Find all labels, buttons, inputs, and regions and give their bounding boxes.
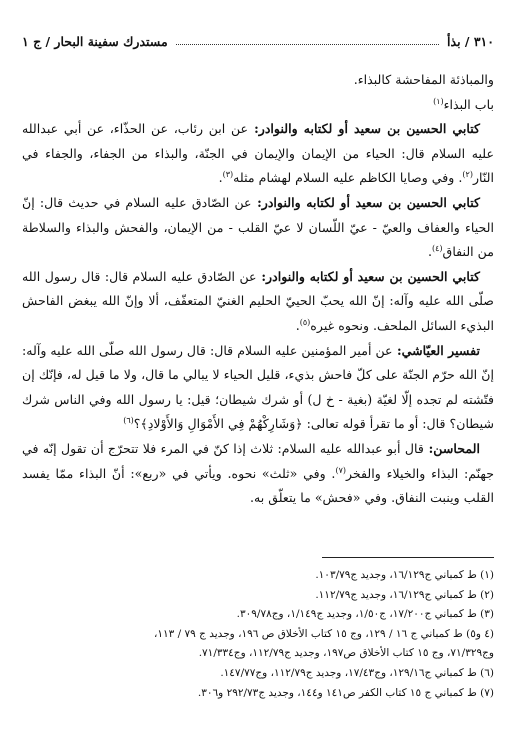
source-label: تفسير العيّاشي: bbox=[392, 342, 480, 358]
footnote-1: (١) ط كمباني ج١٦/١٢٩، وجديد ج١٠٣/٧٩. bbox=[315, 569, 494, 581]
paragraph-5 bbox=[22, 437, 494, 511]
source-label: كتابي الحسين بن سعيد أو لكتابه والنوادر: bbox=[248, 121, 480, 137]
book-title-label: مستدرك سفينة البحار / ج ١ bbox=[22, 33, 168, 49]
footnote-ref-3: (٣) bbox=[222, 170, 234, 180]
source-label: المحاسن: bbox=[423, 440, 480, 456]
paragraph-text: . bbox=[295, 317, 300, 333]
footnote-ref-6: (٦) bbox=[123, 416, 134, 426]
paragraph-text: . bbox=[427, 244, 432, 260]
paragraph-3 bbox=[22, 265, 494, 339]
paragraph-text: . وفي «ثلث» نحوه. ويأتي في «ربع»: أنّ البذاء ممّا يفسد القلب وينبت النفاق. وفي «فحش» ما يتعلّق به. bbox=[22, 465, 494, 506]
footnote-ref-5: (٥) bbox=[299, 317, 311, 327]
chapter-heading-text: باب البذاء bbox=[443, 96, 494, 112]
paragraph-1 bbox=[22, 117, 494, 191]
paragraph-text: . bbox=[218, 170, 223, 186]
header-dotted-leader bbox=[176, 44, 439, 45]
paragraph-2 bbox=[22, 191, 494, 265]
paragraph-text: عن الصّادق عليه السلام في حديث قال: إنّ الحياء والعفاف والعيّ - عيّ اللّسان لا عيّ القلب - من الإيمان، والفحش والبذاء والسلاطة من النفاق bbox=[22, 194, 494, 260]
source-label: كتابي الحسين بن سعيد أو لكتابه والنوادر: bbox=[251, 194, 480, 210]
footnote-ref-4: (٤) bbox=[432, 243, 443, 253]
footnote-6: (٦) ط كمباني ج١٢٩/١٦، وج١٧/٤٣، وجديد ج١١٢/٧٩، وج١٤٧/٧٧. bbox=[220, 666, 494, 679]
paragraph-text: عن أمير المؤمنين عليه السلام قال: قال رسول الله صلّى الله عليه وآله: إنّ الله حرّم الجنّة على كلّ فاحش بذيء، قليل الحياء لا يبالي ما قال، ولا ما قيل له، فإنّك إن فتّشته لم تجده إلّا لغيّة (بغية - خ ل) أو شرك شيطان؛ قيل: يا رسول الله وفي الناس شرك شيطان؟ قال: أو ما تقرأ قوله تعالى: ﴿وَشَارِكْهُمْ فِي الأَمْوَالِ وَالأَوْلادِ﴾؟ bbox=[22, 342, 494, 432]
running-header bbox=[22, 30, 494, 52]
source-label: كتابي الحسين بن سعيد أو لكتابه والنوادر: bbox=[256, 268, 480, 284]
paragraph-text: عن الصّادق عليه السلام قال: قال رسول الله صلّى الله عليه وآله: إنّ الله يحبّ الحييّ الحليم الغنيّ المتعفّف، ألا وإنّ الله يبغض الفاحش البذيء السائل الملحف. ونحوه غيره bbox=[22, 268, 494, 333]
main-text bbox=[22, 68, 494, 511]
paragraph-text: عن ابن رئاب، عن الحذّاء، عن أبي عبدالله عليه السلام قال: الحياء من الإيمان والإيمان في الجنّة، والبذاء من الجفاء، والجفاء في النّار bbox=[22, 121, 494, 186]
page-number-label: ٣١٠ / بذأ bbox=[447, 33, 494, 49]
footnote-ref-2: (٢) bbox=[462, 170, 473, 180]
text-line-1: والمباذئة المفاحشة كالبذاء. bbox=[353, 72, 494, 87]
footnote-ref-7: (٧) bbox=[335, 465, 346, 475]
footnote-4-5-cont: وج٧١/٣٢٩، وج ١٥ كتاب الأخلاق ص١٩٧، وجديد ج١١٢/٧٩، وج٧١/٣٣٤. bbox=[198, 647, 494, 660]
footnote-7: (٧) ط كمباني ج ١٥ كتاب الكفر ص١٤١ و١٤٤، وجديد ج٢٩٢/٧٣ و٣٠٦. bbox=[197, 686, 494, 699]
paragraph-text: . وفي وصايا الكاظم عليه السلام لهشام مثله bbox=[233, 170, 463, 186]
footnote-4-5: (٤ و٥) ط كمباني ج ١٦ / ١٢٩، وج ١٥ كتاب الأخلاق ص ١٩٦، وجديد ج ٧٩ / ١١٣، bbox=[153, 627, 494, 640]
footnote-3: (٣) ط كمباني ج١٧/٢٠٠، ج١/٥٠، وجديد ج١/١٤٩، وج٣٠٩/٧٨. bbox=[236, 608, 494, 621]
footnote-ref-1: (١) bbox=[433, 96, 444, 106]
footnote-separator bbox=[322, 557, 494, 558]
paragraph-4 bbox=[22, 339, 494, 437]
footnotes bbox=[22, 566, 494, 703]
chapter-heading bbox=[22, 93, 494, 118]
paragraph-text: قال أبو عبدالله عليه السلام: ثلاث إذا كنّ في المرء فلا تتحرّج أن تقول إنّه في جهنّم: البذاء والخيلاء والفخر bbox=[22, 440, 494, 481]
footnote-2: (٢) ط كمباني ج١٦/١٢٩، وجديد ج١١٢/٧٩. bbox=[315, 588, 494, 601]
